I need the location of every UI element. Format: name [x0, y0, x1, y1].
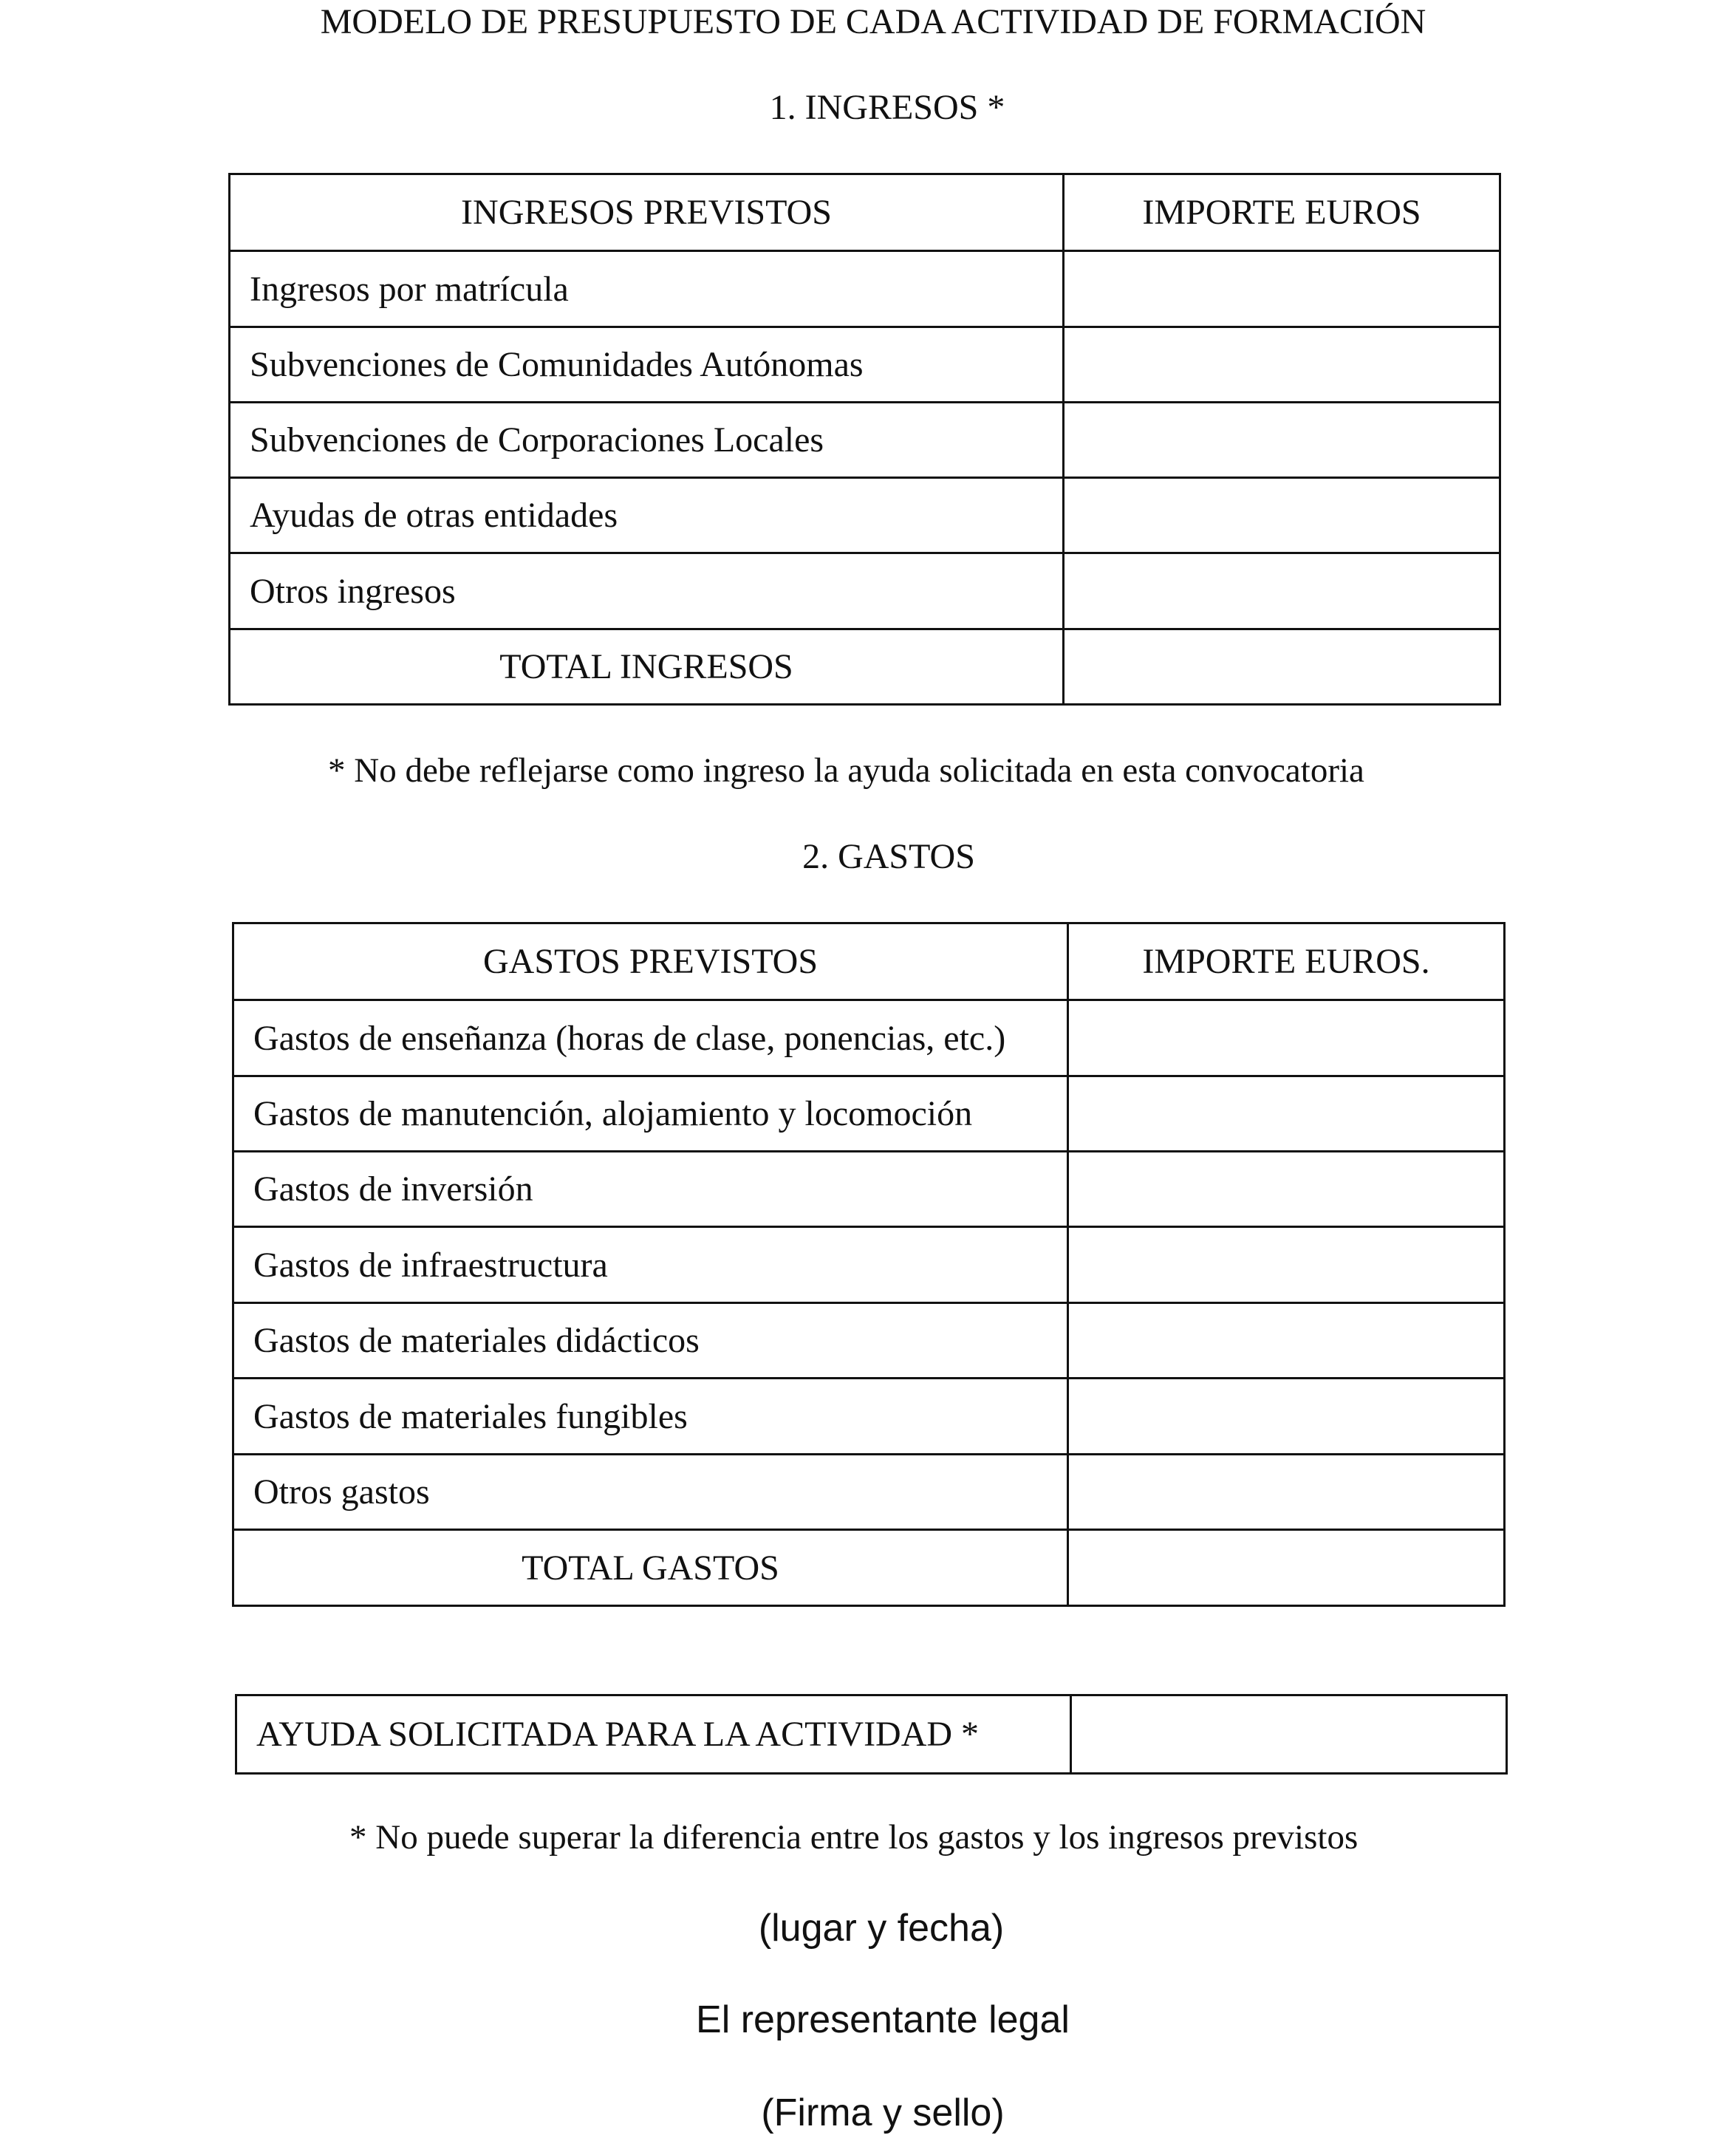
table-row [230, 478, 1500, 553]
gastos-row-label: Gastos de inversión [233, 1152, 1068, 1227]
table-row [233, 1227, 1505, 1303]
gastos-amount-field[interactable] [1068, 1379, 1505, 1455]
table-header-row [230, 174, 1500, 251]
ingresos-total-field[interactable] [1064, 629, 1500, 705]
ingresos-row-label: Subvenciones de Comunidades Autónomas [230, 327, 1064, 403]
ingresos-amount-field[interactable] [1064, 403, 1500, 478]
table-row [236, 1695, 1507, 1774]
ingresos-row-label: Subvenciones de Corporaciones Locales [230, 403, 1064, 478]
ingresos-amount-field[interactable] [1064, 553, 1500, 629]
gastos-row-label: Gastos de materiales fungibles [233, 1379, 1068, 1455]
ingresos-amount-field[interactable] [1064, 251, 1500, 327]
table-row [230, 327, 1500, 403]
table-row [233, 1379, 1505, 1455]
gastos-col-concept: GASTOS PREVISTOS [233, 923, 1068, 1000]
gastos-amount-field[interactable] [1068, 1227, 1505, 1303]
gastos-table [232, 922, 1506, 1607]
gastos-amount-field[interactable] [1068, 1000, 1505, 1076]
table-row [230, 403, 1500, 478]
table-row [230, 251, 1500, 327]
table-row [233, 1303, 1505, 1379]
ayuda-note: * No puede superar la diferencia entre los gastos y los ingresos previstos [349, 1818, 1359, 1857]
ingresos-table [228, 173, 1501, 706]
ingresos-amount-field[interactable] [1064, 327, 1500, 403]
table-row [230, 553, 1500, 629]
table-row [233, 1000, 1505, 1076]
document-title: MODELO DE PRESUPUESTO DE CADA ACTIVIDAD DE FORMACIÓN [320, 2, 1426, 41]
legal-representative-label: El representante legal [696, 1998, 1070, 2041]
gastos-row-label: Gastos de infraestructura [233, 1227, 1068, 1303]
gastos-total-field[interactable] [1068, 1530, 1505, 1606]
gastos-row-label: Gastos de materiales didácticos [233, 1303, 1068, 1379]
ayuda-table [235, 1694, 1508, 1775]
gastos-row-label: Otros gastos [233, 1455, 1068, 1530]
total-row [233, 1530, 1505, 1606]
ingresos-note: * No debe reflejarse como ingreso la ayuda solicitada en esta convocatoria [328, 751, 1364, 790]
gastos-total-label: TOTAL GASTOS [233, 1530, 1068, 1606]
total-row [230, 629, 1500, 705]
ingresos-total-label: TOTAL INGRESOS [230, 629, 1064, 705]
ingresos-col-amount: IMPORTE EUROS [1064, 174, 1500, 251]
gastos-col-amount: IMPORTE EUROS. [1068, 923, 1505, 1000]
ingresos-row-label: Otros ingresos [230, 553, 1064, 629]
signature-seal-label: (Firma y sello) [761, 2091, 1005, 2134]
place-date-label: (lugar y fecha) [758, 1907, 1005, 1950]
ingresos-row-label: Ayudas de otras entidades [230, 478, 1064, 553]
table-header-row [233, 923, 1505, 1000]
ingresos-col-concept: INGRESOS PREVISTOS [230, 174, 1064, 251]
ingresos-amount-field[interactable] [1064, 478, 1500, 553]
ingresos-row-label: Ingresos por matrícula [230, 251, 1064, 327]
gastos-row-label: Gastos de enseñanza (horas de clase, ponencias, etc.) [233, 1000, 1068, 1076]
gastos-amount-field[interactable] [1068, 1455, 1505, 1530]
ingresos-heading: 1. INGRESOS * [769, 88, 1005, 127]
ayuda-label: AYUDA SOLICITADA PARA LA ACTIVIDAD * [236, 1695, 1071, 1774]
gastos-amount-field[interactable] [1068, 1152, 1505, 1227]
gastos-row-label: Gastos de manutención, alojamiento y locomoción [233, 1076, 1068, 1152]
table-row [233, 1076, 1505, 1152]
gastos-amount-field[interactable] [1068, 1303, 1505, 1379]
ayuda-amount-field[interactable] [1071, 1695, 1507, 1774]
gastos-heading: 2. GASTOS [802, 837, 975, 876]
gastos-amount-field[interactable] [1068, 1076, 1505, 1152]
table-row [233, 1152, 1505, 1227]
table-row [233, 1455, 1505, 1530]
